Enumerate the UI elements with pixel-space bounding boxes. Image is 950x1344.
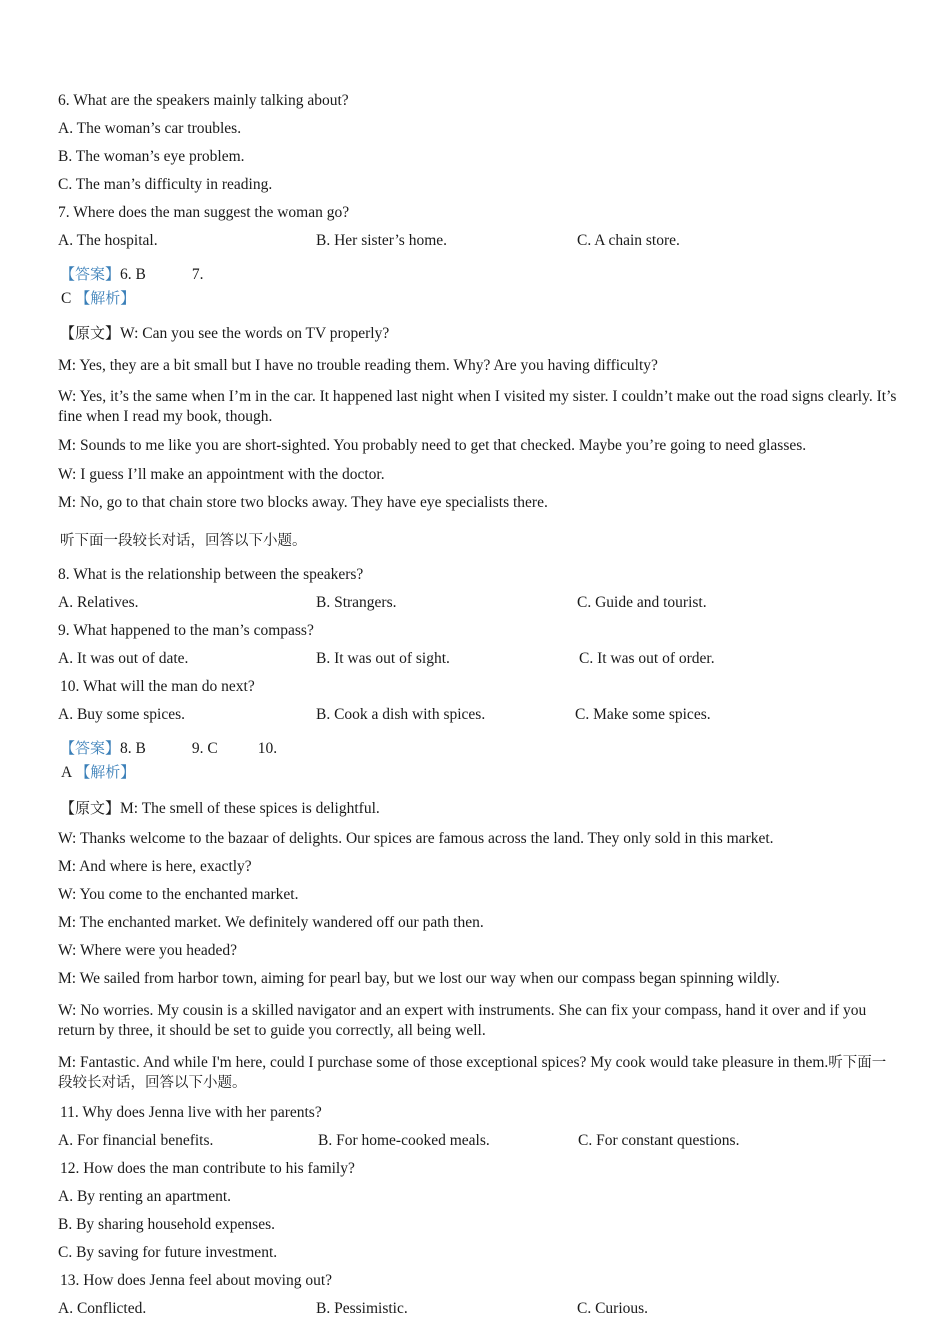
option-11c: C. For constant questions. <box>578 1132 740 1149</box>
option-12a: A. By renting an apartment. <box>58 1188 232 1205</box>
option-9a: A. It was out of date. <box>58 650 189 667</box>
transcript-line: W: Where were you headed? <box>58 942 238 959</box>
analysis-line-1 <box>61 288 135 309</box>
answer-7-label: 7. <box>191 266 204 283</box>
analysis-tag: 【解析】 <box>75 289 136 307</box>
section-intro: 听下面一段较长对话，回答以下小题。 <box>58 1055 887 1091</box>
question-9: 9. What happened to the man’s compass? <box>58 622 314 639</box>
transcript-line: M: Fantastic. And while I'm here, could I purchase some of those exceptional spices? My cook would take pleasure in them.听下面一段较长对话，回答以下小题。 <box>58 1054 887 1091</box>
transcript-line: 【原文】W: Can you see the words on TV properly? <box>60 324 390 342</box>
original-text-tag: 【原文】 <box>60 324 121 342</box>
transcript-line: 【原文】M: The smell of these spices is delightful. <box>60 799 380 817</box>
transcript-line: M: Yes, they are a bit small but I have no trouble reading them. Why? Are you having difficulty? <box>58 357 658 374</box>
option-10a: A. Buy some spices. <box>58 706 186 723</box>
option-7b: B. Her sister’s home. <box>316 232 448 249</box>
answer-10-value: A <box>61 764 72 781</box>
transcript-line: W: I guess I’ll make an appointment with the doctor. <box>58 466 385 483</box>
option-6a: A. The woman’s car troubles. <box>58 120 242 137</box>
option-12c: C. By saving for future investment. <box>58 1244 278 1261</box>
question-11: 11. Why does Jenna live with her parents? <box>60 1104 322 1121</box>
option-8b: B. Strangers. <box>316 594 397 611</box>
option-6c: C. The man’s difficulty in reading. <box>58 176 273 193</box>
answer-block-2 <box>60 738 277 759</box>
option-11b: B. For home-cooked meals. <box>318 1132 490 1149</box>
option-7c: C. A chain store. <box>577 232 680 249</box>
answer-tag: 【答案】 <box>60 265 121 283</box>
answer-block-1 <box>60 264 203 285</box>
option-10c: C. Make some spices. <box>575 706 711 723</box>
option-9c: C. It was out of order. <box>579 650 715 667</box>
analysis-tag: 【解析】 <box>75 763 136 781</box>
transcript-line: M: We sailed from harbor town, aiming for pearl bay, but we lost our way when our compass began spinning wildly. <box>58 970 780 987</box>
transcript-line: M: Sounds to me like you are short-sighted. You probably need to get that checked. Maybe you’re going to need glasses. <box>58 437 807 454</box>
option-12b: B. By sharing household expenses. <box>58 1216 275 1233</box>
section-intro: 听下面一段较长对话，回答以下小题。 <box>60 533 307 549</box>
answer-9: 9. C <box>191 740 218 757</box>
answer-10-label: 10. <box>257 740 278 757</box>
option-11a: A. For financial benefits. <box>58 1132 214 1149</box>
answer-tag: 【答案】 <box>60 739 121 757</box>
transcript-line: W: Thanks welcome to the bazaar of delights. Our spices are famous across the land. They only sold in this market. <box>58 830 774 847</box>
option-13b: B. Pessimistic. <box>316 1300 408 1317</box>
question-12: 12. How does the man contribute to his family? <box>60 1160 355 1177</box>
transcript-line: M: The enchanted market. We definitely wandered off our path then. <box>58 914 484 931</box>
option-10b: B. Cook a dish with spices. <box>316 706 486 723</box>
option-9b: B. It was out of sight. <box>316 650 450 667</box>
question-8: 8. What is the relationship between the speakers? <box>58 566 364 583</box>
answer-6: 6. B <box>120 266 146 283</box>
option-7a: A. The hospital. <box>58 232 158 249</box>
question-13: 13. How does Jenna feel about moving out? <box>60 1272 333 1289</box>
analysis-line-2 <box>61 762 135 783</box>
transcript-line: M: And where is here, exactly? <box>58 858 252 875</box>
option-13a: A. Conflicted. <box>58 1300 147 1317</box>
transcript-line: M: No, go to that chain store two blocks away. They have eye specialists there. <box>58 494 548 511</box>
question-10: 10. What will the man do next? <box>60 678 255 695</box>
question-7: 7. Where does the man suggest the woman go? <box>58 204 350 221</box>
option-13c: C. Curious. <box>577 1300 649 1317</box>
question-6: 6. What are the speakers mainly talking about? <box>58 92 349 109</box>
transcript-line: W: You come to the enchanted market. <box>58 886 299 903</box>
option-8c: C. Guide and tourist. <box>577 594 707 611</box>
transcript-line: W: Yes, it’s the same when I’m in the car. It happened last night when I visited my sister. I couldn’t make out the road signs clearly. It’s fine when I read my book, though. <box>58 388 897 425</box>
answer-7-value: C <box>61 290 72 307</box>
answer-8: 8. B <box>120 740 146 757</box>
option-8a: A. Relatives. <box>58 594 139 611</box>
option-6b: B. The woman’s eye problem. <box>58 148 245 165</box>
original-text-tag: 【原文】 <box>60 799 121 817</box>
transcript-line: W: No worries. My cousin is a skilled navigator and an expert with instruments. She can fix your compass, hand it over and if you return by three, it should be set to guide you correctly, all being well. <box>58 1002 867 1039</box>
